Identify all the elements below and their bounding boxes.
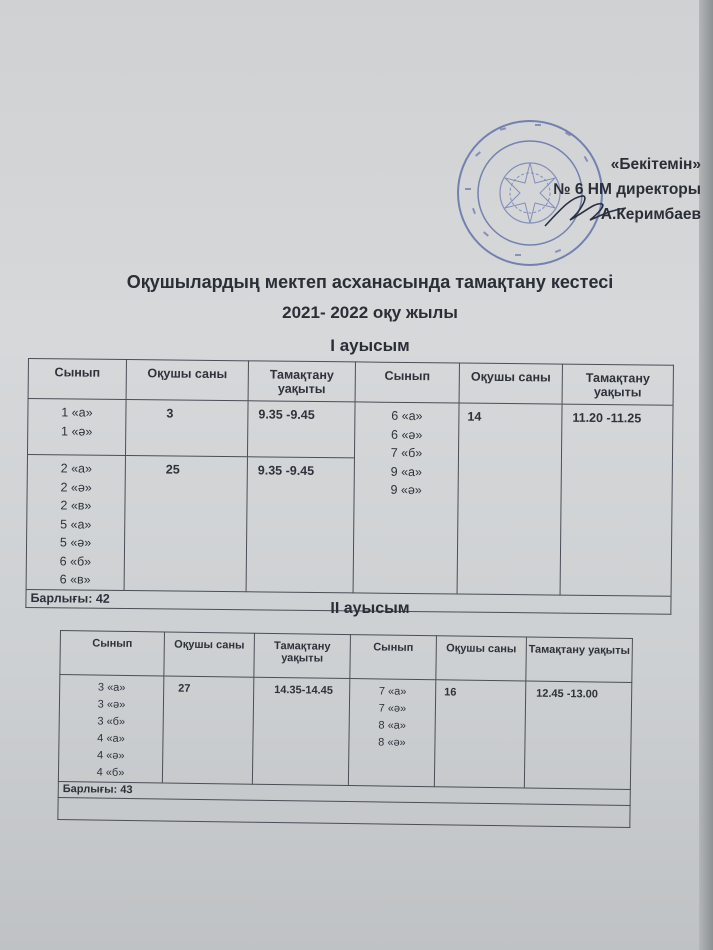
class-item: 4 «ә» <box>96 749 125 762</box>
student-count: 27 <box>162 676 253 784</box>
meal-time: 9.35 -9.45 <box>246 457 354 593</box>
approval-line-director: № 6 НМ директоры <box>553 181 701 198</box>
class-item: 9 «ә» <box>390 482 422 498</box>
header-count: Оқушы саны <box>126 360 248 401</box>
header-class: Сынып <box>350 635 437 680</box>
table-row <box>27 399 673 462</box>
header-count: Оқушы саны <box>164 632 255 677</box>
table-header-row <box>60 631 633 683</box>
class-item: 7 «а» <box>378 685 407 698</box>
class-item: 6 «а» <box>391 408 423 424</box>
class-item: 6 «б» <box>59 553 92 569</box>
class-item: 2 «в» <box>60 498 92 513</box>
header-class: Сынып <box>60 631 165 676</box>
school-year: 2021- 2022 оқу жылы <box>282 303 458 322</box>
total-count: Барлығы: 43 <box>58 781 630 805</box>
class-item: 4 «б» <box>96 766 125 779</box>
class-item: 3 «а» <box>97 681 126 694</box>
shift-1-heading: I ауысым <box>330 336 410 355</box>
document-title: Оқушылардың мектеп асханасында тамақтану кестесі <box>126 272 614 292</box>
header-time: Тамақтану уақыты <box>248 361 355 402</box>
approval-line-approve: «Бекітемін» <box>610 156 701 173</box>
class-item: 2 «а» <box>60 461 93 476</box>
header-time: Тамақтану уақыты <box>562 364 673 405</box>
table-row <box>58 675 631 790</box>
class-item: 6 «в» <box>59 572 91 587</box>
student-count: 3 <box>125 400 248 457</box>
class-list <box>58 675 163 783</box>
class-list <box>348 679 435 787</box>
class-item: 8 «а» <box>378 719 407 732</box>
student-count: 14 <box>457 403 562 595</box>
header-count: Оқушы саны <box>436 636 527 681</box>
class-list <box>26 454 125 590</box>
shift-2-heading: II ауысым <box>330 600 410 617</box>
student-count: 25 <box>124 456 247 592</box>
shift-2-table <box>57 630 633 828</box>
class-item: 7 «б» <box>390 445 423 461</box>
class-item: 5 «ә» <box>59 535 92 550</box>
header-class: Сынып <box>355 362 459 403</box>
meal-time: 12.45 -13.00 <box>524 681 631 789</box>
meal-time: 14.35-14.45 <box>252 677 349 785</box>
student-count: 16 <box>434 680 525 788</box>
shift-1-table <box>25 358 674 614</box>
class-item: 4 «а» <box>97 732 125 745</box>
header-class: Сынып <box>28 359 126 400</box>
class-list <box>27 399 126 456</box>
class-item: 8 «ә» <box>378 736 406 749</box>
table-header-row <box>28 359 673 406</box>
class-item: 3 «ә» <box>97 698 126 711</box>
meal-time: 9.35 -9.45 <box>247 401 355 458</box>
class-item: 3 «б» <box>97 715 126 728</box>
header-time: Тамақтану уақыты <box>254 633 351 678</box>
class-item: 5 «а» <box>60 516 92 532</box>
class-item: 2 «ә» <box>60 479 92 495</box>
meal-time: 11.20 -11.25 <box>560 404 673 596</box>
approval-line-name: А.Керимбаев <box>600 206 701 223</box>
director-signature <box>540 190 630 230</box>
class-item: 1 «ә» <box>61 423 93 439</box>
header-count: Оқушы саны <box>459 363 562 404</box>
class-item: 7 «ә» <box>378 702 407 715</box>
class-item: 6 «ә» <box>391 427 423 442</box>
class-item: 9 «а» <box>390 464 423 479</box>
class-list <box>353 402 459 594</box>
total-count: Барлығы: 42 <box>26 589 671 614</box>
paper-edge <box>699 0 713 950</box>
class-item: 1 «а» <box>61 405 93 420</box>
header-time: Тамақтану уақыты <box>526 637 633 682</box>
